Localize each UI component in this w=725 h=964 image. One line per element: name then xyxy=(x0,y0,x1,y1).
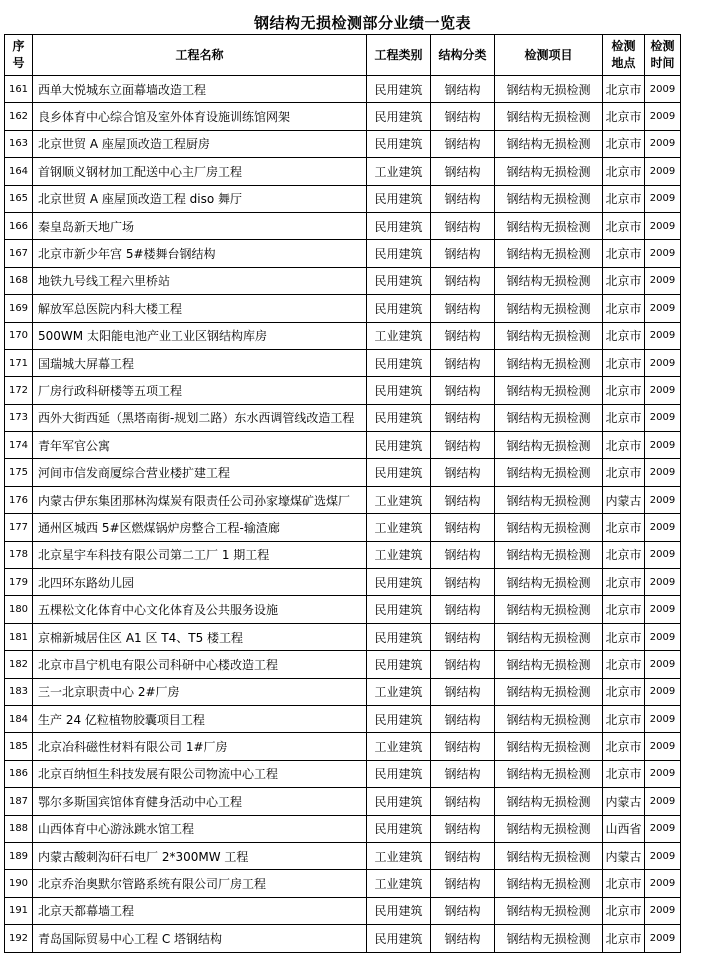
structure-class-cell: 钢结构 xyxy=(431,596,495,623)
project-name-cell: 三一北京职责中心 2#厂房 xyxy=(33,678,367,705)
test-year-cell: 2009 xyxy=(645,103,681,130)
test-item-cell: 钢结构无损检测 xyxy=(495,623,603,650)
test-item-cell: 钢结构无损检测 xyxy=(495,925,603,952)
test-location-cell: 北京市 xyxy=(603,432,645,459)
header-time-line1: 检测 xyxy=(650,39,675,53)
table-row xyxy=(5,651,681,678)
table-row xyxy=(5,733,681,760)
test-item-cell: 钢结构无损检测 xyxy=(495,733,603,760)
row-number-cell: 178 xyxy=(5,541,33,568)
header-no-line1: 序 xyxy=(12,39,25,53)
row-number-cell: 171 xyxy=(5,349,33,376)
test-item-cell: 钢结构无损检测 xyxy=(495,514,603,541)
project-category-cell: 民用建筑 xyxy=(367,377,431,404)
test-item-cell: 钢结构无损检测 xyxy=(495,486,603,513)
header-structure: 结构分类 xyxy=(431,35,495,76)
test-location-cell: 北京市 xyxy=(603,623,645,650)
test-item-cell: 钢结构无损检测 xyxy=(495,432,603,459)
project-category-cell: 工业建筑 xyxy=(367,514,431,541)
project-category-cell: 工业建筑 xyxy=(367,733,431,760)
test-item-cell: 钢结构无损检测 xyxy=(495,158,603,185)
test-year-cell: 2009 xyxy=(645,596,681,623)
test-year-cell: 2009 xyxy=(645,870,681,897)
table-row xyxy=(5,760,681,787)
project-category-cell: 民用建筑 xyxy=(367,185,431,212)
project-category-cell: 工业建筑 xyxy=(367,842,431,869)
row-number-cell: 187 xyxy=(5,788,33,815)
project-name-cell: 内蒙古酸刺沟矸石电厂 2*300MW 工程 xyxy=(33,842,367,869)
test-location-cell: 北京市 xyxy=(603,240,645,267)
project-name-cell: 内蒙古伊东集团那林沟煤炭有限责任公司孙家壕煤矿选煤厂 xyxy=(33,486,367,513)
project-category-cell: 民用建筑 xyxy=(367,432,431,459)
test-item-cell: 钢结构无损检测 xyxy=(495,212,603,239)
structure-class-cell: 钢结构 xyxy=(431,733,495,760)
project-category-cell: 民用建筑 xyxy=(367,651,431,678)
test-year-cell: 2009 xyxy=(645,569,681,596)
test-year-cell: 2009 xyxy=(645,322,681,349)
test-item-cell: 钢结构无损检测 xyxy=(495,870,603,897)
project-name-cell: 国瑞城大屏幕工程 xyxy=(33,349,367,376)
table-row xyxy=(5,925,681,952)
test-year-cell: 2009 xyxy=(645,295,681,322)
test-location-cell: 山西省 xyxy=(603,815,645,842)
test-year-cell: 2009 xyxy=(645,651,681,678)
test-location-cell: 北京市 xyxy=(603,514,645,541)
row-number-cell: 190 xyxy=(5,870,33,897)
table-row xyxy=(5,240,681,267)
project-name-cell: 青岛国际贸易中心工程 C 塔钢结构 xyxy=(33,925,367,952)
test-location-cell: 北京市 xyxy=(603,651,645,678)
test-year-cell: 2009 xyxy=(645,158,681,185)
test-location-cell: 北京市 xyxy=(603,925,645,952)
table-row xyxy=(5,678,681,705)
structure-class-cell: 钢结构 xyxy=(431,322,495,349)
row-number-cell: 173 xyxy=(5,404,33,431)
project-category-cell: 民用建筑 xyxy=(367,705,431,732)
test-item-cell: 钢结构无损检测 xyxy=(495,76,603,103)
header-time-line2: 时间 xyxy=(650,56,675,70)
table-row xyxy=(5,815,681,842)
header-location-line1: 检测 xyxy=(611,39,636,53)
header-location xyxy=(603,35,645,76)
test-location-cell: 北京市 xyxy=(603,569,645,596)
project-category-cell: 民用建筑 xyxy=(367,267,431,294)
test-year-cell: 2009 xyxy=(645,212,681,239)
test-item-cell: 钢结构无损检测 xyxy=(495,459,603,486)
structure-class-cell: 钢结构 xyxy=(431,349,495,376)
test-item-cell: 钢结构无损检测 xyxy=(495,705,603,732)
table-row xyxy=(5,377,681,404)
structure-class-cell: 钢结构 xyxy=(431,651,495,678)
structure-class-cell: 钢结构 xyxy=(431,925,495,952)
table-row xyxy=(5,404,681,431)
table-row xyxy=(5,322,681,349)
header-no xyxy=(5,35,33,76)
test-location-cell: 北京市 xyxy=(603,158,645,185)
table-row xyxy=(5,596,681,623)
row-number-cell: 180 xyxy=(5,596,33,623)
table-row xyxy=(5,459,681,486)
test-item-cell: 钢结构无损检测 xyxy=(495,349,603,376)
project-category-cell: 民用建筑 xyxy=(367,349,431,376)
row-number-cell: 165 xyxy=(5,185,33,212)
structure-class-cell: 钢结构 xyxy=(431,842,495,869)
test-item-cell: 钢结构无损检测 xyxy=(495,815,603,842)
test-location-cell: 北京市 xyxy=(603,377,645,404)
test-year-cell: 2009 xyxy=(645,705,681,732)
test-item-cell: 钢结构无损检测 xyxy=(495,130,603,157)
test-year-cell: 2009 xyxy=(645,240,681,267)
project-name-cell: 北京冶科磁性材料有限公司 1#厂房 xyxy=(33,733,367,760)
project-category-cell: 民用建筑 xyxy=(367,212,431,239)
structure-class-cell: 钢结构 xyxy=(431,514,495,541)
header-time xyxy=(645,35,681,76)
test-year-cell: 2009 xyxy=(645,842,681,869)
row-number-cell: 183 xyxy=(5,678,33,705)
row-number-cell: 175 xyxy=(5,459,33,486)
structure-class-cell: 钢结构 xyxy=(431,404,495,431)
test-location-cell: 内蒙古 xyxy=(603,788,645,815)
project-name-cell: 北京乔治奥默尔管路系统有限公司厂房工程 xyxy=(33,870,367,897)
test-year-cell: 2009 xyxy=(645,349,681,376)
project-category-cell: 民用建筑 xyxy=(367,295,431,322)
table-row xyxy=(5,349,681,376)
table-row xyxy=(5,897,681,924)
project-category-cell: 民用建筑 xyxy=(367,815,431,842)
project-category-cell: 工业建筑 xyxy=(367,322,431,349)
structure-class-cell: 钢结构 xyxy=(431,541,495,568)
project-category-cell: 民用建筑 xyxy=(367,459,431,486)
table-row xyxy=(5,432,681,459)
table-row xyxy=(5,842,681,869)
test-item-cell: 钢结构无损检测 xyxy=(495,240,603,267)
test-year-cell: 2009 xyxy=(645,404,681,431)
row-number-cell: 186 xyxy=(5,760,33,787)
table-row xyxy=(5,486,681,513)
row-number-cell: 172 xyxy=(5,377,33,404)
project-name-cell: 500WM 太阳能电池产业工业区钢结构库房 xyxy=(33,322,367,349)
structure-class-cell: 钢结构 xyxy=(431,432,495,459)
project-category-cell: 民用建筑 xyxy=(367,569,431,596)
header-location-line2: 地点 xyxy=(611,56,636,70)
test-year-cell: 2009 xyxy=(645,377,681,404)
row-number-cell: 164 xyxy=(5,158,33,185)
row-number-cell: 192 xyxy=(5,925,33,952)
project-name-cell: 解放军总医院内科大楼工程 xyxy=(33,295,367,322)
project-name-cell: 厂房行政科研楼等五项工程 xyxy=(33,377,367,404)
table-row xyxy=(5,295,681,322)
structure-class-cell: 钢结构 xyxy=(431,185,495,212)
test-item-cell: 钢结构无损检测 xyxy=(495,267,603,294)
row-number-cell: 166 xyxy=(5,212,33,239)
row-number-cell: 174 xyxy=(5,432,33,459)
structure-class-cell: 钢结构 xyxy=(431,486,495,513)
table-row xyxy=(5,212,681,239)
row-number-cell: 168 xyxy=(5,267,33,294)
test-item-cell: 钢结构无损检测 xyxy=(495,404,603,431)
test-location-cell: 北京市 xyxy=(603,870,645,897)
test-year-cell: 2009 xyxy=(645,815,681,842)
structure-class-cell: 钢结构 xyxy=(431,377,495,404)
project-name-cell: 鄂尔多斯国宾馆体育健身活动中心工程 xyxy=(33,788,367,815)
header-item: 检测项目 xyxy=(495,35,603,76)
project-name-cell: 山西体育中心游泳跳水馆工程 xyxy=(33,815,367,842)
test-item-cell: 钢结构无损检测 xyxy=(495,897,603,924)
structure-class-cell: 钢结构 xyxy=(431,623,495,650)
project-name-cell: 西外大街西延（黑塔南街-规划二路）东水西调管线改造工程 xyxy=(33,404,367,431)
structure-class-cell: 钢结构 xyxy=(431,815,495,842)
test-location-cell: 北京市 xyxy=(603,267,645,294)
project-category-cell: 民用建筑 xyxy=(367,925,431,952)
structure-class-cell: 钢结构 xyxy=(431,130,495,157)
test-location-cell: 北京市 xyxy=(603,404,645,431)
project-name-cell: 生产 24 亿粒植物胶囊项目工程 xyxy=(33,705,367,732)
test-location-cell: 北京市 xyxy=(603,733,645,760)
test-year-cell: 2009 xyxy=(645,733,681,760)
test-location-cell: 内蒙古 xyxy=(603,842,645,869)
test-location-cell: 北京市 xyxy=(603,596,645,623)
table-row xyxy=(5,569,681,596)
test-location-cell: 北京市 xyxy=(603,897,645,924)
structure-class-cell: 钢结构 xyxy=(431,295,495,322)
row-number-cell: 179 xyxy=(5,569,33,596)
structure-class-cell: 钢结构 xyxy=(431,760,495,787)
structure-class-cell: 钢结构 xyxy=(431,212,495,239)
test-item-cell: 钢结构无损检测 xyxy=(495,185,603,212)
project-name-cell: 京棉新城居住区 A1 区 T4、T5 楼工程 xyxy=(33,623,367,650)
test-year-cell: 2009 xyxy=(645,897,681,924)
structure-class-cell: 钢结构 xyxy=(431,158,495,185)
structure-class-cell: 钢结构 xyxy=(431,103,495,130)
test-year-cell: 2009 xyxy=(645,459,681,486)
row-number-cell: 177 xyxy=(5,514,33,541)
test-location-cell: 北京市 xyxy=(603,130,645,157)
project-category-cell: 工业建筑 xyxy=(367,158,431,185)
row-number-cell: 191 xyxy=(5,897,33,924)
project-name-cell: 北京世贸 A 座屋顶改造工程厨房 xyxy=(33,130,367,157)
structure-class-cell: 钢结构 xyxy=(431,870,495,897)
project-name-cell: 青年军官公寓 xyxy=(33,432,367,459)
row-number-cell: 181 xyxy=(5,623,33,650)
row-number-cell: 162 xyxy=(5,103,33,130)
project-category-cell: 民用建筑 xyxy=(367,623,431,650)
project-name-cell: 北京百纳恒生科技发展有限公司物流中心工程 xyxy=(33,760,367,787)
structure-class-cell: 钢结构 xyxy=(431,240,495,267)
test-location-cell: 北京市 xyxy=(603,76,645,103)
header-category: 工程类别 xyxy=(367,35,431,76)
project-category-cell: 民用建筑 xyxy=(367,130,431,157)
test-location-cell: 北京市 xyxy=(603,349,645,376)
test-year-cell: 2009 xyxy=(645,925,681,952)
test-year-cell: 2009 xyxy=(645,130,681,157)
row-number-cell: 170 xyxy=(5,322,33,349)
project-name-cell: 首钢顺义钢材加工配送中心主厂房工程 xyxy=(33,158,367,185)
structure-class-cell: 钢结构 xyxy=(431,267,495,294)
test-location-cell: 北京市 xyxy=(603,760,645,787)
table-row xyxy=(5,130,681,157)
project-name-cell: 北京世贸 A 座屋顶改造工程 diso 舞厅 xyxy=(33,185,367,212)
test-year-cell: 2009 xyxy=(645,267,681,294)
project-category-cell: 民用建筑 xyxy=(367,404,431,431)
table-row xyxy=(5,870,681,897)
project-category-cell: 工业建筑 xyxy=(367,678,431,705)
test-item-cell: 钢结构无损检测 xyxy=(495,295,603,322)
project-name-cell: 西单大悦城东立面幕墙改造工程 xyxy=(33,76,367,103)
table-row xyxy=(5,158,681,185)
header-project-name: 工程名称 xyxy=(33,35,367,76)
table-row xyxy=(5,788,681,815)
test-location-cell: 北京市 xyxy=(603,212,645,239)
test-item-cell: 钢结构无损检测 xyxy=(495,788,603,815)
project-category-cell: 工业建筑 xyxy=(367,486,431,513)
project-name-cell: 良乡体育中心综合馆及室外体育设施训练馆网架 xyxy=(33,103,367,130)
project-name-cell: 通州区城西 5#区燃煤锅炉房整合工程-输渣廊 xyxy=(33,514,367,541)
project-name-cell: 秦皇岛新天地广场 xyxy=(33,212,367,239)
row-number-cell: 167 xyxy=(5,240,33,267)
table-row xyxy=(5,623,681,650)
table-title: 钢结构无损检测部分业绩一览表 xyxy=(253,14,471,32)
test-location-cell: 内蒙古 xyxy=(603,486,645,513)
table-row xyxy=(5,76,681,103)
test-item-cell: 钢结构无损检测 xyxy=(495,842,603,869)
project-category-cell: 民用建筑 xyxy=(367,788,431,815)
table-row xyxy=(5,103,681,130)
project-category-cell: 民用建筑 xyxy=(367,103,431,130)
table-row xyxy=(5,185,681,212)
structure-class-cell: 钢结构 xyxy=(431,705,495,732)
row-number-cell: 169 xyxy=(5,295,33,322)
row-number-cell: 161 xyxy=(5,76,33,103)
project-name-cell: 北京天都幕墙工程 xyxy=(33,897,367,924)
test-location-cell: 北京市 xyxy=(603,705,645,732)
test-year-cell: 2009 xyxy=(645,760,681,787)
row-number-cell: 182 xyxy=(5,651,33,678)
header-no-line2: 号 xyxy=(12,56,25,70)
test-location-cell: 北京市 xyxy=(603,295,645,322)
test-item-cell: 钢结构无损检测 xyxy=(495,569,603,596)
table-row xyxy=(5,514,681,541)
project-category-cell: 民用建筑 xyxy=(367,596,431,623)
structure-class-cell: 钢结构 xyxy=(431,569,495,596)
test-year-cell: 2009 xyxy=(645,514,681,541)
test-year-cell: 2009 xyxy=(645,541,681,568)
structure-class-cell: 钢结构 xyxy=(431,678,495,705)
test-year-cell: 2009 xyxy=(645,788,681,815)
test-item-cell: 钢结构无损检测 xyxy=(495,541,603,568)
test-location-cell: 北京市 xyxy=(603,678,645,705)
performance-table xyxy=(4,34,681,953)
test-location-cell: 北京市 xyxy=(603,459,645,486)
project-name-cell: 五棵松文化体育中心文化体育及公共服务设施 xyxy=(33,596,367,623)
table-row xyxy=(5,705,681,732)
test-location-cell: 北京市 xyxy=(603,103,645,130)
project-category-cell: 工业建筑 xyxy=(367,870,431,897)
structure-class-cell: 钢结构 xyxy=(431,897,495,924)
project-name-cell: 河间市信发商厦综合营业楼扩建工程 xyxy=(33,459,367,486)
row-number-cell: 185 xyxy=(5,733,33,760)
structure-class-cell: 钢结构 xyxy=(431,76,495,103)
table-body xyxy=(5,76,681,953)
test-year-cell: 2009 xyxy=(645,486,681,513)
test-item-cell: 钢结构无损检测 xyxy=(495,760,603,787)
header-row xyxy=(5,35,681,76)
project-category-cell: 民用建筑 xyxy=(367,760,431,787)
test-year-cell: 2009 xyxy=(645,432,681,459)
test-item-cell: 钢结构无损检测 xyxy=(495,322,603,349)
project-category-cell: 民用建筑 xyxy=(367,897,431,924)
row-number-cell: 163 xyxy=(5,130,33,157)
test-location-cell: 北京市 xyxy=(603,185,645,212)
test-location-cell: 北京市 xyxy=(603,322,645,349)
project-category-cell: 民用建筑 xyxy=(367,240,431,267)
project-name-cell: 北京市新少年宫 5#楼舞台钢结构 xyxy=(33,240,367,267)
test-location-cell: 北京市 xyxy=(603,541,645,568)
project-name-cell: 北四环东路幼儿园 xyxy=(33,569,367,596)
project-name-cell: 地铁九号线工程六里桥站 xyxy=(33,267,367,294)
table-row xyxy=(5,541,681,568)
structure-class-cell: 钢结构 xyxy=(431,788,495,815)
structure-class-cell: 钢结构 xyxy=(431,459,495,486)
project-name-cell: 北京星宇车科技有限公司第二工厂 1 期工程 xyxy=(33,541,367,568)
table-row xyxy=(5,267,681,294)
test-year-cell: 2009 xyxy=(645,623,681,650)
test-item-cell: 钢结构无损检测 xyxy=(495,596,603,623)
test-year-cell: 2009 xyxy=(645,678,681,705)
test-year-cell: 2009 xyxy=(645,76,681,103)
row-number-cell: 176 xyxy=(5,486,33,513)
test-item-cell: 钢结构无损检测 xyxy=(495,678,603,705)
test-year-cell: 2009 xyxy=(645,185,681,212)
project-category-cell: 民用建筑 xyxy=(367,76,431,103)
row-number-cell: 184 xyxy=(5,705,33,732)
test-item-cell: 钢结构无损检测 xyxy=(495,377,603,404)
project-category-cell: 工业建筑 xyxy=(367,541,431,568)
row-number-cell: 189 xyxy=(5,842,33,869)
project-name-cell: 北京市昌宁机电有限公司科研中心楼改造工程 xyxy=(33,651,367,678)
test-item-cell: 钢结构无损检测 xyxy=(495,651,603,678)
row-number-cell: 188 xyxy=(5,815,33,842)
test-item-cell: 钢结构无损检测 xyxy=(495,103,603,130)
